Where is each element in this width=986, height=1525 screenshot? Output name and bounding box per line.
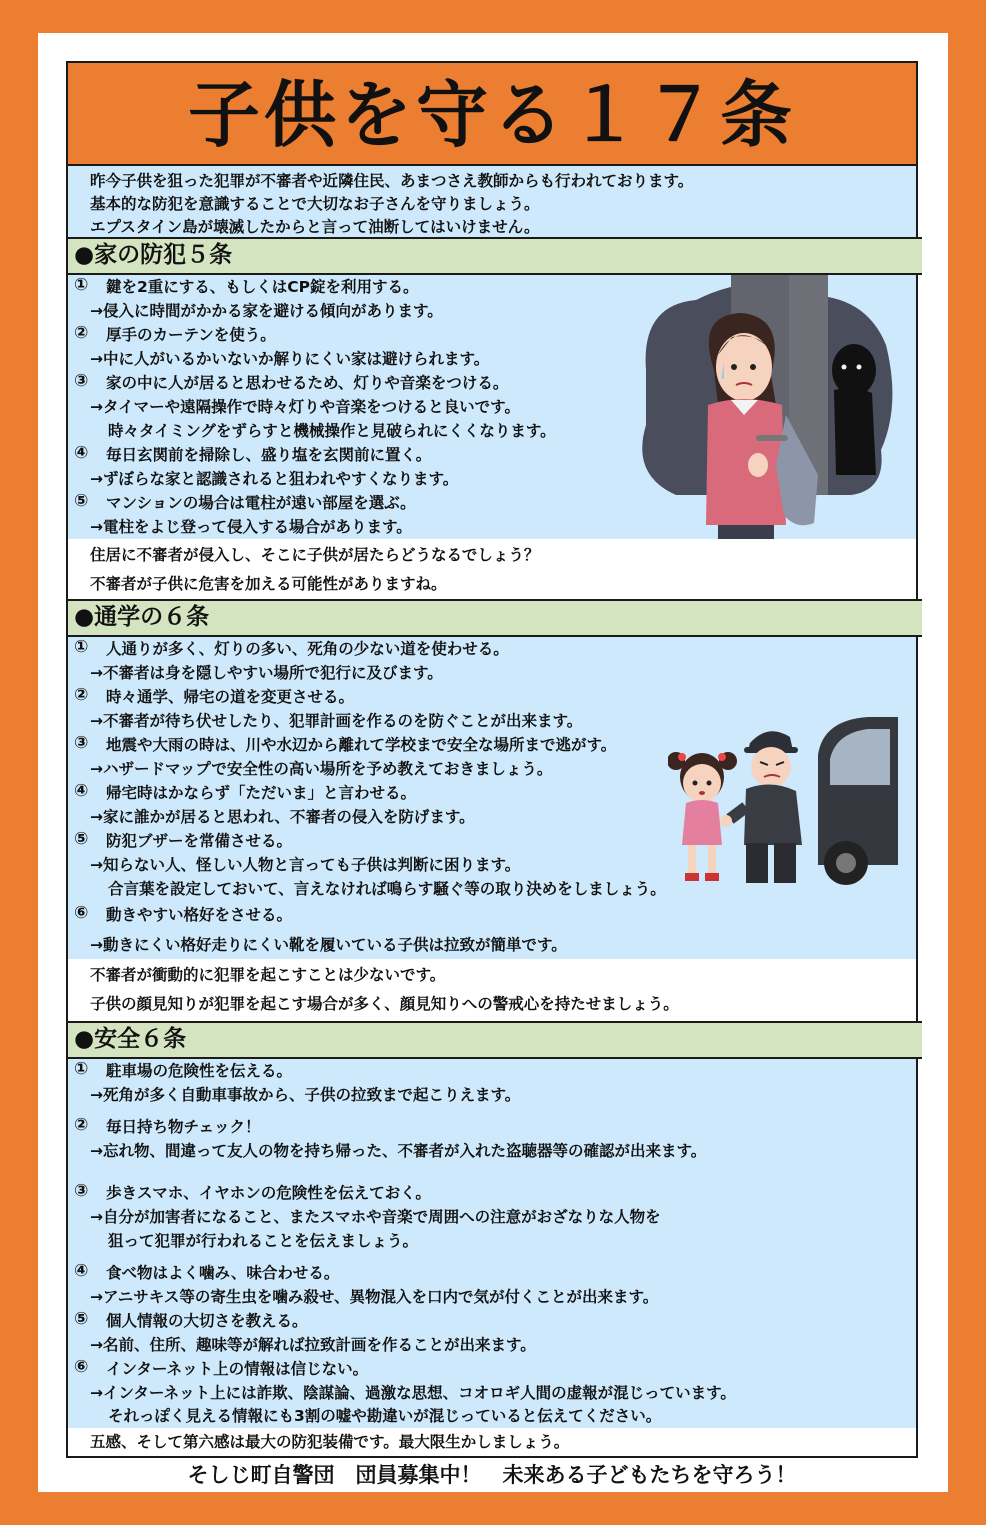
item-number: ②	[74, 685, 89, 705]
item-sub: →ずぼらな家と認識されると狙われやすくなります。	[90, 470, 459, 488]
item-sub: →侵入に時間がかかる家を避ける傾向があります。	[90, 302, 443, 320]
intro-line: 基本的な防犯を意識することで大切なお子さんを守りましょう。	[90, 195, 540, 213]
item-sub: →インターネット上には詐欺、陰謀論、過激な思想、コオロギ人間の虚報が混じっています。	[90, 1384, 736, 1402]
item-sub: →不審者が待ち伏せしたり、犯罪計画を作るのを防ぐことが出来ます。	[90, 712, 583, 730]
item-sub: →名前、住所、趣味等が解れば拉致計画を作ることが出来ます。	[90, 1336, 536, 1354]
section-home-note	[68, 539, 916, 601]
item-number: ③	[74, 1181, 89, 1201]
item-sub: →知らない人、怪しい人物と言っても子供は判断に困ります。	[90, 856, 521, 874]
item-sub: 狙って犯罪が行われることを伝えましょう。	[108, 1232, 419, 1250]
item-text: 毎日玄関前を掃除し、盛り塩を玄関前に置く。	[106, 446, 432, 464]
item-number: ⑤	[74, 1309, 89, 1329]
item-text: 地震や大雨の時は、川や水辺から離れて学校まで安全な場所まで逃がす。	[106, 736, 617, 754]
section-safety-body	[68, 1059, 916, 1428]
item-sub: →タイマーや遠隔操作で時々灯りや音楽をつけると良いです。	[90, 398, 520, 416]
section-home-body	[68, 275, 916, 539]
item-text: 駐車場の危険性を伝える。	[106, 1062, 293, 1080]
item-number: ⑥	[74, 1357, 89, 1377]
item-text: 動きやすい格好をさせる。	[106, 906, 293, 924]
intro-block	[68, 166, 916, 238]
section-heading-school: ●通学の６条	[68, 599, 922, 637]
item-sub: →ハザードマップで安全性の高い場所を予め教えておきましょう。	[90, 760, 553, 778]
recruit-footer: そしじ町自警団 団員募集中！ 未来ある子どもたちを守ろう！	[187, 1463, 797, 1487]
item-number: ⑥	[74, 903, 89, 923]
item-number: ⑤	[74, 829, 89, 849]
item-sub: →家に誰かが居ると思われ、不審者の侵入を防げます。	[90, 808, 475, 826]
item-sub: →自分が加害者になること、またスマホや音楽で周囲への注意がおざなりな人物を	[90, 1208, 661, 1226]
item-text: 厚手のカーテンを使う。	[106, 326, 276, 344]
item-number: ②	[74, 1115, 89, 1135]
item-text: 帰宅時はかならず「ただいま」と言わせる。	[106, 784, 417, 802]
item-sub: 時々タイミングをずらすと機械操作と見破られにくくなります。	[108, 422, 556, 440]
item-text: 食べ物はよく噛み、味合わせる。	[106, 1264, 340, 1282]
item-number: ④	[74, 1261, 89, 1281]
item-sub: →忘れ物、間違って友人の物を持ち帰った、不審者が入れた盗聴器等の確認が出来ます。	[90, 1142, 707, 1160]
note-line: 不審者が衝動的に犯罪を起こすことは少ないです。	[90, 966, 446, 984]
item-text: 時々通学、帰宅の道を変更させる。	[106, 688, 355, 706]
item-number: ①	[74, 1059, 89, 1079]
poster-frame	[66, 61, 918, 1458]
woman-followed-illustration	[636, 275, 906, 540]
section-heading-safety: ●安全６条	[68, 1021, 922, 1059]
item-sub: 合言葉を設定しておいて、言えなければ鳴らす騒ぐ等の取り決めをしましょう。	[108, 880, 666, 898]
item-text: 毎日持ち物チェック！	[106, 1118, 261, 1136]
item-number: ④	[74, 443, 89, 463]
item-text: 人通りが多く、灯りの多い、死角の少ない道を使わせる。	[106, 640, 509, 658]
item-sub: →死角が多く自動車事故から、子供の拉致まで起こりえます。	[90, 1086, 521, 1104]
section-safety-note	[68, 1428, 916, 1456]
section-school-note	[68, 959, 916, 1021]
item-number: ⑤	[74, 491, 89, 511]
intro-line: エプスタイン島が壊滅したからと言って油断してはいけません。	[90, 218, 540, 236]
item-sub: →動きにくい格好走りにくい靴を履いている子供は拉致が簡単です。	[90, 936, 567, 954]
item-number: ③	[74, 371, 89, 391]
item-text: 鍵を2重にする、もしくはCP錠を利用する。	[106, 278, 419, 296]
item-number: ③	[74, 733, 89, 753]
section-heading-home: ●家の防犯５条	[68, 237, 922, 275]
note-line: 子供の顔見知りが犯罪を起こす場合が多く、顔見知りへの警戒心を持たせましょう。	[90, 995, 679, 1013]
child-abduction-illustration	[668, 715, 898, 885]
item-sub: →不審者は身を隠しやすい場所で犯行に及びます。	[90, 664, 443, 682]
note-line: 五感、そして第六感は最大の防犯装備です。最大限生かしましょう。	[90, 1433, 570, 1451]
item-text: マンションの場合は電柱が遠い部屋を選ぶ。	[106, 494, 416, 512]
item-text: 防犯ブザーを常備させる。	[106, 832, 293, 850]
item-sub: →中に人がいるかいないか解りにくい家は避けられます。	[90, 350, 490, 368]
item-text: 歩きスマホ、イヤホンの危険性を伝えておく。	[106, 1184, 431, 1202]
item-sub: それっぽく見える情報にも3割の嘘や勘違いが混じっていると伝えてください。	[108, 1407, 662, 1425]
item-text: インターネット上の情報は信じない。	[106, 1360, 369, 1378]
item-sub: →電柱をよじ登って侵入する場合があります。	[90, 518, 412, 536]
intro-line: 昨今子供を狙った犯罪が不審者や近隣住民、あまつさえ教師からも行われております。	[90, 172, 694, 190]
note-line: 不審者が子供に危害を加える可能性がありますね。	[90, 575, 447, 593]
item-number: ①	[74, 637, 89, 657]
item-sub: →アニサキス等の寄生虫を噛み殺せ、異物混入を口内で気が付くことが出来ます。	[90, 1288, 659, 1306]
item-number: ②	[74, 323, 89, 343]
section-school-body	[68, 637, 916, 959]
poster-title: 子供を守る１７条	[68, 63, 916, 166]
item-number: ①	[74, 275, 89, 295]
item-text: 家の中に人が居ると思わせるため、灯りや音楽をつける。	[106, 374, 509, 392]
item-text: 個人情報の大切さを教える。	[106, 1312, 308, 1330]
item-number: ④	[74, 781, 89, 801]
note-line: 住居に不審者が侵入し、そこに子供が居たらどうなるでしょう？	[90, 546, 540, 564]
